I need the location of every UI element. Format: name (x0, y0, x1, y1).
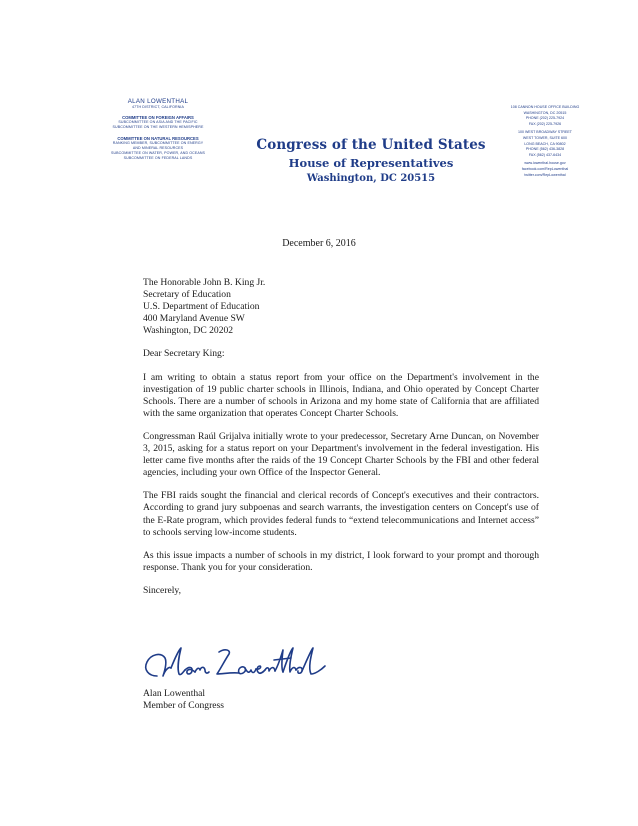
dc-office-line: 108 CANNON HOUSE OFFICE BUILDING (510, 105, 580, 109)
paragraph: As this issue impacts a number of schools in my district, I look forward to your prompt and thorough response. Thank you for your consideration. (143, 549, 539, 573)
signer-title: Member of Congress (143, 700, 224, 712)
congress-title: Congress of the United States (256, 137, 486, 153)
district-office-line: FAX (562) 437-6434 (528, 152, 562, 157)
letterhead-center (236, 137, 506, 184)
district-office-line: 100 WEST BROADWAY STREET (518, 130, 572, 135)
city-line: Washington, DC 20515 (306, 173, 436, 184)
web-links (500, 161, 590, 178)
paragraph: I am writing to obtain a status report from your office on the Department's involvement in the investigation of 19 public charter schools in Illinois, Indiana, and Ohio operated by Concept Charter Schools. There are a number of schools in Arizona and my home state of California that are affiliated with the same organization that operates Concept Charter Schools. (143, 371, 539, 419)
house-title: House of Representatives (288, 156, 454, 170)
subcommittee-energy: RANKING MEMBER, SUBCOMMITTEE ON ENERGY (112, 140, 204, 145)
dc-office-line: WASHINGTON, DC 20515 (523, 110, 567, 115)
committee-natural-resources: COMMITTEE ON NATURAL RESOURCES (117, 135, 199, 141)
recipient-line: U.S. Department of Education (143, 301, 260, 313)
district-office-line: LONG BEACH, CA 90802 (524, 141, 566, 146)
subcommittee-western-hemisphere: SUBCOMMITTEE ON THE WESTERN HEMISPHERE (112, 125, 204, 130)
recipient-line: Washington, DC 20202 (143, 325, 234, 337)
facebook-link: facebook.com/RepLowenthal (521, 166, 569, 171)
paragraph: The FBI raids sought the financial and clerical records of Concept's executives and their contractors. According to grand jury subpoenas and search warrants, the investigation centers on Concept's use of the E-Rate program, which provides federal funds to “extend telecommunications and Internet access” to schools serving low-income students. (143, 490, 539, 538)
recipient-line: Secretary of Education (143, 289, 231, 301)
website-link: www.lowenthal.house.gov (524, 161, 566, 166)
subcommittee-federal-lands: SUBCOMMITTEE ON FEDERAL LANDS (123, 156, 193, 161)
member-name: ALAN LOWENTHAL (127, 98, 189, 105)
letter-date: December 6, 2016 (282, 238, 356, 249)
paragraph: Congressman Raúl Grijalva initially wrote to your predecessor, Secretary Arne Duncan, on November 3, 2015, asking for a status report on your Department's involvement in the federal investigation. His letter came five months after the raids of the 19 Concept Charter Schools by the FBI and other federal agencies, including your own Office of the Inspector General. (143, 430, 539, 479)
committee-foreign-affairs: COMMITTEE ON FOREIGN AFFAIRS (122, 115, 194, 121)
closing: Sincerely, (143, 584, 182, 596)
subcommittee-asia: SUBCOMMITTEE ON ASIA AND THE PACIFIC (118, 120, 198, 125)
letterhead-left (78, 98, 238, 161)
letter-body (143, 266, 539, 608)
letterhead-right (500, 105, 590, 178)
district-office-line: PHONE (562) 436-3828 (525, 147, 565, 152)
dc-office (500, 105, 590, 127)
district-office (500, 130, 590, 158)
recipient-line: 400 Maryland Avenue SW (143, 313, 245, 325)
twitter-link: twitter.com/RepLowenthal (524, 172, 566, 177)
signature-image (135, 640, 335, 684)
salutation: Dear Secretary King: (143, 348, 225, 360)
recipient-line: The Honorable John B. King Jr. (143, 277, 266, 288)
member-district: 47TH DISTRICT, CALIFORNIA (131, 105, 185, 109)
signer-block (143, 688, 224, 712)
dc-office-line: PHONE (202) 225-7924 (525, 116, 565, 121)
signer-name: Alan Lowenthal (143, 688, 206, 699)
district-office-line: WEST TOWER, SUITE 600 (522, 135, 568, 140)
dc-office-line: FAX (202) 225-7926 (528, 121, 562, 126)
subcommittee-water: SUBCOMMITTEE ON WATER, POWER, AND OCEANS (110, 151, 206, 156)
subcommittee-energy-cont: AND MINERAL RESOURCES (132, 145, 184, 150)
